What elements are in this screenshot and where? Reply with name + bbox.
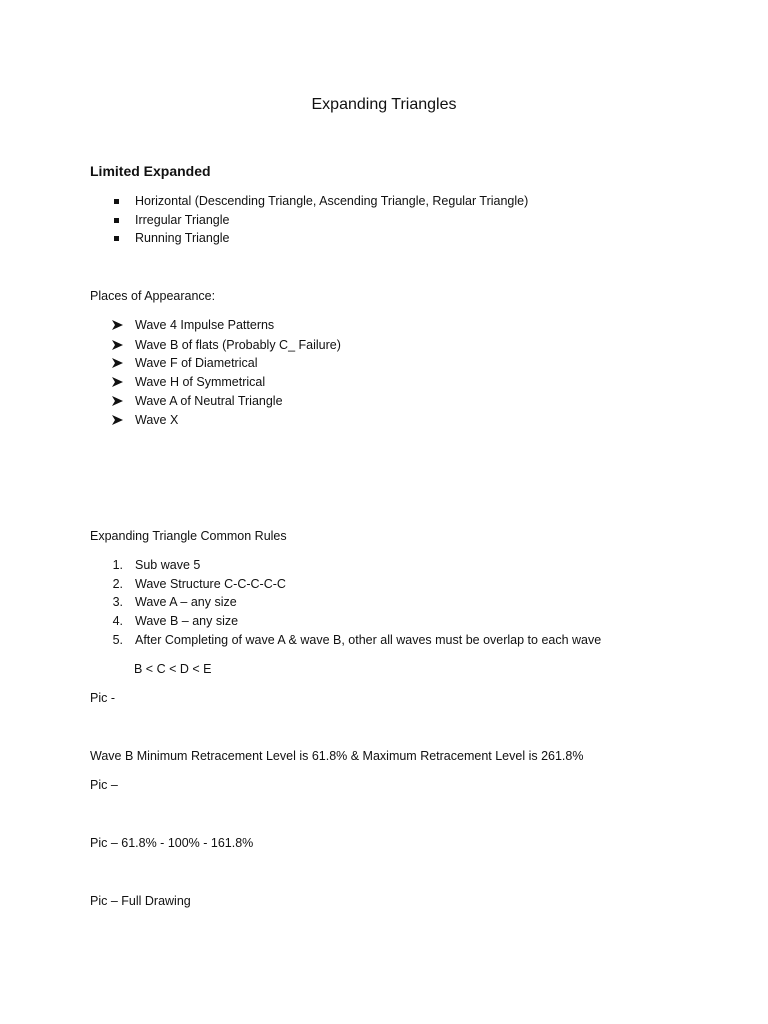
arrow-bullet-icon — [112, 393, 123, 409]
list-number: 4. — [112, 614, 123, 628]
list-item-text: Wave X — [135, 413, 179, 427]
list-item-text: Running Triangle — [135, 231, 230, 245]
pic-placeholder-3: Pic – 61.8% - 100% - 161.8% — [90, 836, 254, 850]
list-item-text: Horizontal (Descending Triangle, Ascending Triangle, Regular Triangle) — [135, 194, 529, 208]
document-title: Expanding Triangles — [311, 96, 457, 113]
rules-label: Expanding Triangle Common Rules — [90, 529, 287, 543]
pic-placeholder-1: Pic - — [90, 691, 115, 705]
retracement-note: Wave B Minimum Retracement Level is 61.8% & Maximum Retracement Level is 261.8% — [90, 749, 584, 763]
list-item-text: Wave B of flats (Probably C_ Failure) — [135, 338, 341, 352]
list-item-text: Wave H of Symmetrical — [135, 375, 266, 389]
list-number: 2. — [112, 577, 123, 591]
pic-placeholder-2: Pic – — [90, 778, 118, 792]
arrow-bullet-icon — [112, 412, 123, 428]
places-label: Places of Appearance: — [90, 289, 216, 303]
square-bullet-icon — [114, 230, 119, 246]
list-item-text: Wave F of Diametrical — [135, 356, 258, 370]
arrow-bullet-icon — [112, 317, 123, 333]
list-item-text: Wave 4 Impulse Patterns — [135, 318, 275, 332]
list-item-text: Wave Structure C-C-C-C-C — [135, 577, 286, 591]
arrow-bullet-icon — [112, 355, 123, 371]
square-bullet-icon — [114, 212, 119, 228]
square-bullet-icon — [114, 193, 119, 209]
section-heading: Limited Expanded — [90, 163, 211, 179]
list-item-text: After Completing of wave A & wave B, other all waves must be overlap to each wave — [135, 633, 602, 647]
list-number: 3. — [112, 595, 123, 609]
list-item-text: Irregular Triangle — [135, 213, 230, 227]
list-item-text: Sub wave 5 — [135, 558, 201, 572]
list-item-text: Wave A of Neutral Triangle — [135, 394, 283, 408]
arrow-bullet-icon — [112, 374, 123, 390]
list-number: 5. — [112, 633, 123, 647]
list-number: 1. — [112, 558, 123, 572]
list-item-text: Wave B – any size — [135, 614, 239, 628]
inequality-text: B < C < D < E — [134, 662, 212, 676]
arrow-bullet-icon — [112, 337, 123, 353]
pic-placeholder-4: Pic – Full Drawing — [90, 894, 191, 908]
list-item-text: Wave A – any size — [135, 595, 237, 609]
